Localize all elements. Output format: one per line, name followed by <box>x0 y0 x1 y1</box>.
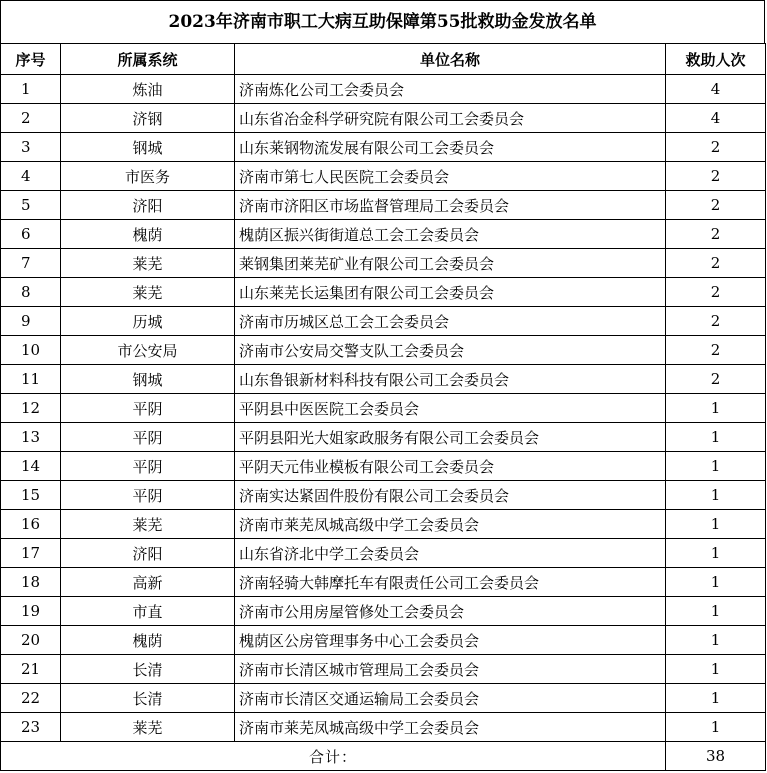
row-seq: 6 <box>1 220 61 249</box>
row-system: 历城 <box>61 307 235 336</box>
row-count: 1 <box>666 539 766 568</box>
table-row <box>1 713 766 742</box>
row-unit: 山东莱钢物流发展有限公司工会委员会 <box>235 133 666 162</box>
row-count: 1 <box>666 423 766 452</box>
row-system: 平阴 <box>61 481 235 510</box>
row-seq: 7 <box>1 249 61 278</box>
row-unit: 山东莱芜长运集团有限公司工会委员会 <box>235 278 666 307</box>
row-system: 济阳 <box>61 539 235 568</box>
table-row <box>1 568 766 597</box>
row-system: 平阴 <box>61 394 235 423</box>
table-row <box>1 481 766 510</box>
row-seq: 12 <box>1 394 61 423</box>
row-system: 钢城 <box>61 133 235 162</box>
table-row <box>1 278 766 307</box>
table-row <box>1 423 766 452</box>
table-row <box>1 626 766 655</box>
table-row <box>1 394 766 423</box>
header-row <box>1 44 766 75</box>
row-unit: 平阴县阳光大姐家政服务有限公司工会委员会 <box>235 423 666 452</box>
row-count: 2 <box>666 307 766 336</box>
row-system: 平阴 <box>61 452 235 481</box>
row-seq: 22 <box>1 684 61 713</box>
document-title: 2023年济南市职工大病互助保障第55批救助金发放名单 <box>0 0 765 43</box>
row-seq: 2 <box>1 104 61 133</box>
row-system: 槐荫 <box>61 220 235 249</box>
row-system: 钢城 <box>61 365 235 394</box>
row-system: 长清 <box>61 655 235 684</box>
row-seq: 15 <box>1 481 61 510</box>
row-count: 1 <box>666 684 766 713</box>
table-row <box>1 75 766 104</box>
row-unit: 济南炼化公司工会委员会 <box>235 75 666 104</box>
row-unit: 山东省冶金科学研究院有限公司工会委员会 <box>235 104 666 133</box>
row-count: 2 <box>666 220 766 249</box>
header-unit: 单位名称 <box>235 44 666 75</box>
row-system: 市公安局 <box>61 336 235 365</box>
row-count: 2 <box>666 278 766 307</box>
row-count: 1 <box>666 597 766 626</box>
row-seq: 11 <box>1 365 61 394</box>
table-row <box>1 220 766 249</box>
row-seq: 14 <box>1 452 61 481</box>
row-unit: 山东鲁银新材料科技有限公司工会委员会 <box>235 365 666 394</box>
row-system: 市医务 <box>61 162 235 191</box>
row-count: 1 <box>666 394 766 423</box>
header-count: 救助人次 <box>666 44 766 75</box>
row-seq: 18 <box>1 568 61 597</box>
row-seq: 5 <box>1 191 61 220</box>
row-system: 莱芜 <box>61 278 235 307</box>
total-row <box>1 742 766 771</box>
row-seq: 10 <box>1 336 61 365</box>
row-count: 1 <box>666 655 766 684</box>
row-seq: 19 <box>1 597 61 626</box>
row-system: 炼油 <box>61 75 235 104</box>
total-value: 38 <box>666 742 766 771</box>
row-system: 济阳 <box>61 191 235 220</box>
row-unit: 济南实达紧固件股份有限公司工会委员会 <box>235 481 666 510</box>
row-system: 槐荫 <box>61 626 235 655</box>
row-seq: 17 <box>1 539 61 568</box>
row-unit: 济南轻骑大韩摩托车有限责任公司工会委员会 <box>235 568 666 597</box>
row-unit: 济南市长清区交通运输局工会委员会 <box>235 684 666 713</box>
row-seq: 8 <box>1 278 61 307</box>
row-system: 平阴 <box>61 423 235 452</box>
row-unit: 平阴天元伟业模板有限公司工会委员会 <box>235 452 666 481</box>
table-body <box>1 75 766 742</box>
row-system: 莱芜 <box>61 713 235 742</box>
row-seq: 23 <box>1 713 61 742</box>
row-count: 1 <box>666 510 766 539</box>
table-row <box>1 191 766 220</box>
table-row <box>1 133 766 162</box>
row-count: 2 <box>666 365 766 394</box>
row-seq: 4 <box>1 162 61 191</box>
header-system: 所属系统 <box>61 44 235 75</box>
table-row <box>1 365 766 394</box>
row-count: 1 <box>666 481 766 510</box>
table-row <box>1 684 766 713</box>
row-system: 高新 <box>61 568 235 597</box>
table-row <box>1 510 766 539</box>
table-row <box>1 249 766 278</box>
row-count: 2 <box>666 336 766 365</box>
row-unit: 济南市公安局交警支队工会委员会 <box>235 336 666 365</box>
row-seq: 13 <box>1 423 61 452</box>
row-unit: 平阴县中医医院工会委员会 <box>235 394 666 423</box>
table-row <box>1 162 766 191</box>
table-row <box>1 655 766 684</box>
row-unit: 山东省济北中学工会委员会 <box>235 539 666 568</box>
row-seq: 20 <box>1 626 61 655</box>
row-count: 2 <box>666 249 766 278</box>
row-count: 2 <box>666 133 766 162</box>
row-count: 1 <box>666 626 766 655</box>
row-unit: 槐荫区振兴街街道总工会工会委员会 <box>235 220 666 249</box>
aid-table <box>0 43 766 771</box>
row-count: 1 <box>666 713 766 742</box>
row-system: 济钢 <box>61 104 235 133</box>
row-count: 1 <box>666 452 766 481</box>
row-unit: 济南市莱芜凤城高级中学工会委员会 <box>235 713 666 742</box>
total-label: 合计： <box>1 742 666 771</box>
row-system: 长清 <box>61 684 235 713</box>
row-unit: 槐荫区公房管理事务中心工会委员会 <box>235 626 666 655</box>
table-row <box>1 336 766 365</box>
table-row <box>1 452 766 481</box>
row-seq: 3 <box>1 133 61 162</box>
row-count: 2 <box>666 191 766 220</box>
row-count: 4 <box>666 75 766 104</box>
row-count: 1 <box>666 568 766 597</box>
row-system: 莱芜 <box>61 510 235 539</box>
table-row <box>1 104 766 133</box>
row-unit: 济南市公用房屋管修处工会委员会 <box>235 597 666 626</box>
row-unit: 济南市长清区城市管理局工会委员会 <box>235 655 666 684</box>
row-seq: 21 <box>1 655 61 684</box>
row-system: 市直 <box>61 597 235 626</box>
row-count: 2 <box>666 162 766 191</box>
table-row <box>1 539 766 568</box>
row-system: 莱芜 <box>61 249 235 278</box>
row-count: 4 <box>666 104 766 133</box>
row-seq: 9 <box>1 307 61 336</box>
row-seq: 16 <box>1 510 61 539</box>
row-unit: 济南市莱芜凤城高级中学工会委员会 <box>235 510 666 539</box>
row-unit: 莱钢集团莱芜矿业有限公司工会委员会 <box>235 249 666 278</box>
row-unit: 济南市历城区总工会工会委员会 <box>235 307 666 336</box>
table-row <box>1 597 766 626</box>
row-seq: 1 <box>1 75 61 104</box>
table-row <box>1 307 766 336</box>
row-unit: 济南市济阳区市场监督管理局工会委员会 <box>235 191 666 220</box>
row-unit: 济南市第七人民医院工会委员会 <box>235 162 666 191</box>
header-seq: 序号 <box>1 44 61 75</box>
